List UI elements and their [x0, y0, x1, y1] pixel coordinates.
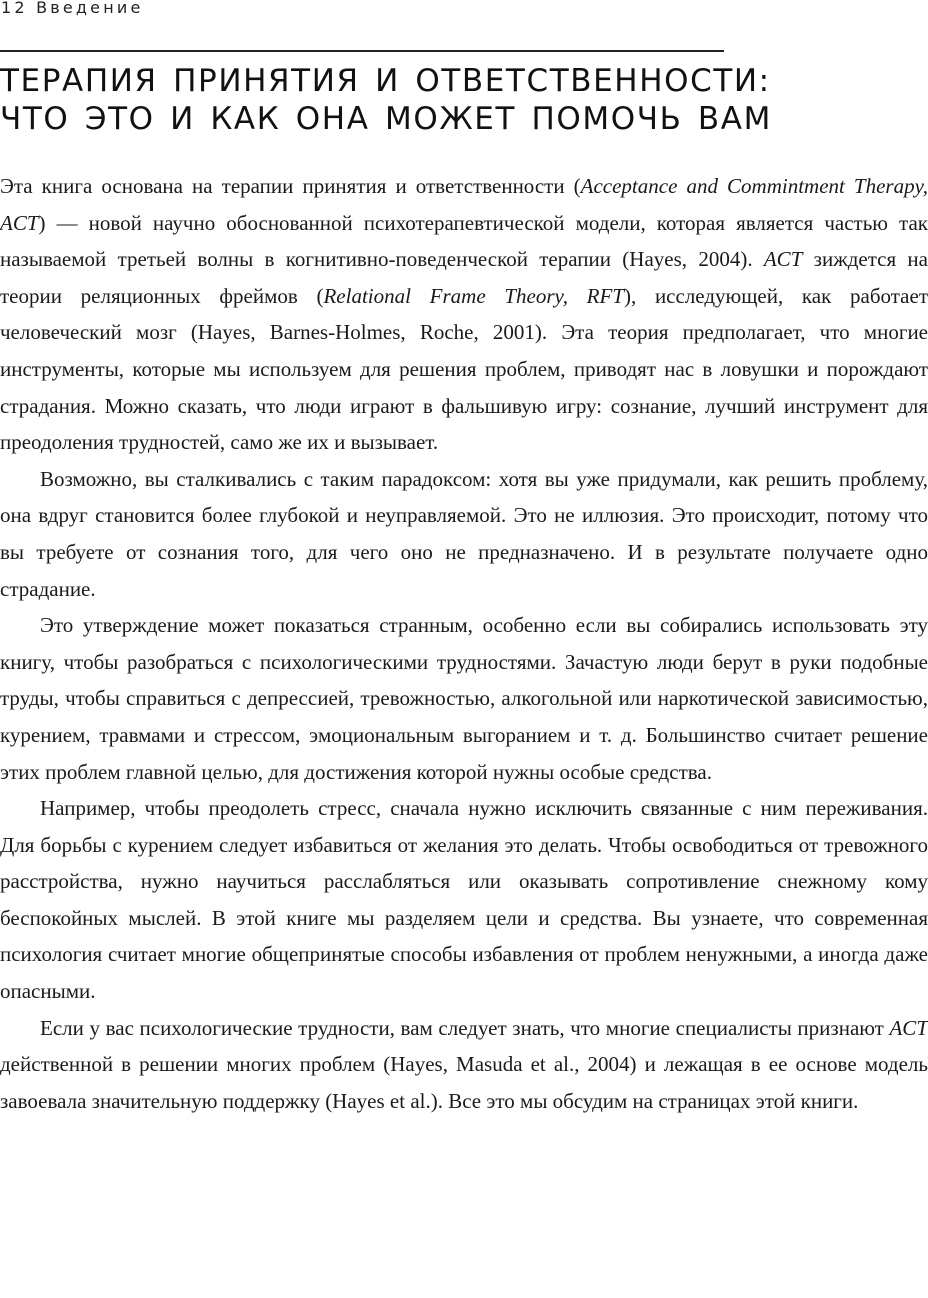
italic-term: Acceptance and Commintment Therapy, ACT	[0, 174, 928, 235]
paragraph-2: Возможно, вы сталкивались с таким парадоксом: хотя вы уже придумали, как решить проблему, она вдруг становится более глубокой и неуправляемой. Это не иллюзия. Это происходит, потому что вы требуете от сознания того, для чего оно не предназначено. И в результате получаете одно страдание.	[0, 466, 928, 601]
paragraph-3: Это утверждение может показаться странным, особенно если вы собирались использовать эту книгу, чтобы разобраться с психологическими трудностями. Зачастую люди берут в руки подобные труды, чтобы справиться с депрессией, тревожностью, алкогольной или наркотической зависимостью, курением, травмами и стрессом, эмоциональным выгоранием и т. д. Большинство считает решение этих проблем главной целью, для достижения которой нужны особые средства.	[0, 613, 928, 784]
paragraph-4: Например, чтобы преодолеть стресс, сначала нужно исключить связанные с ним переживания. Для борьбы с курением следует избавиться от желания это делать. Чтобы освободиться от тревожного расстройства, нужно научиться расслабляться или оказывать сопротивление снежному кому беспокойных мыслей. В этой книге мы разделяем цели и средства. Вы узнаете, что современная психология считает многие общепринятые способы избавления от проблем ненужными, а иногда даже опасными.	[0, 796, 928, 1004]
paragraph-1: Эта книга основана на терапии принятия и ответственности (Acceptance and Commintment Therapy, ACT) — новой научно обоснованной психотерапевтической модели, которая является частью так называемой третьей волны в когнитивно-поведенческой терапии (Hayes, 2004). ACT зиждется на теории реляционных фреймов (Relational Frame Theory, RFT), исследующей, как работает человеческий мозг (Hayes, Barnes-Holmes, Roche, 2001). Эта теория предполагает, что многие инструменты, которые мы используем для решения проблем, приводят нас в ловушки и порождают страдания. Можно сказать, что люди играют в фальшивую игру: сознание, лучший инструмент для преодоления трудностей, само же их и вызывает.	[0, 174, 928, 455]
paragraph-5: Если у вас психологические трудности, вам следует знать, что многие специалисты признают ACT действенной в решении многих проблем (Hayes, Masuda et al., 2004) и лежащая в ее основе модель завоевала значительную поддержку (Hayes et al.). Все это мы обсудим на страницах этой книги.	[0, 1015, 928, 1113]
italic-term: Relational Frame Theory, RFT	[323, 283, 624, 308]
section-name: Введение	[36, 0, 144, 17]
italic-term: ACT	[889, 1015, 928, 1040]
running-header	[1, 0, 144, 22]
chapter-title-line-1: ТЕРАПИЯ ПРИНЯТИЯ И ОТВЕТСТВЕННОСТИ:	[0, 63, 771, 99]
chapter-title	[0, 62, 928, 138]
body-text	[0, 168, 928, 1119]
page-number: 12	[1, 0, 28, 17]
header-rule	[0, 50, 724, 52]
italic-term: ACT	[763, 247, 803, 272]
chapter-title-line-2: ЧТО ЭТО И КАК ОНА МОЖЕТ ПОМОЧЬ ВАМ	[0, 101, 772, 137]
